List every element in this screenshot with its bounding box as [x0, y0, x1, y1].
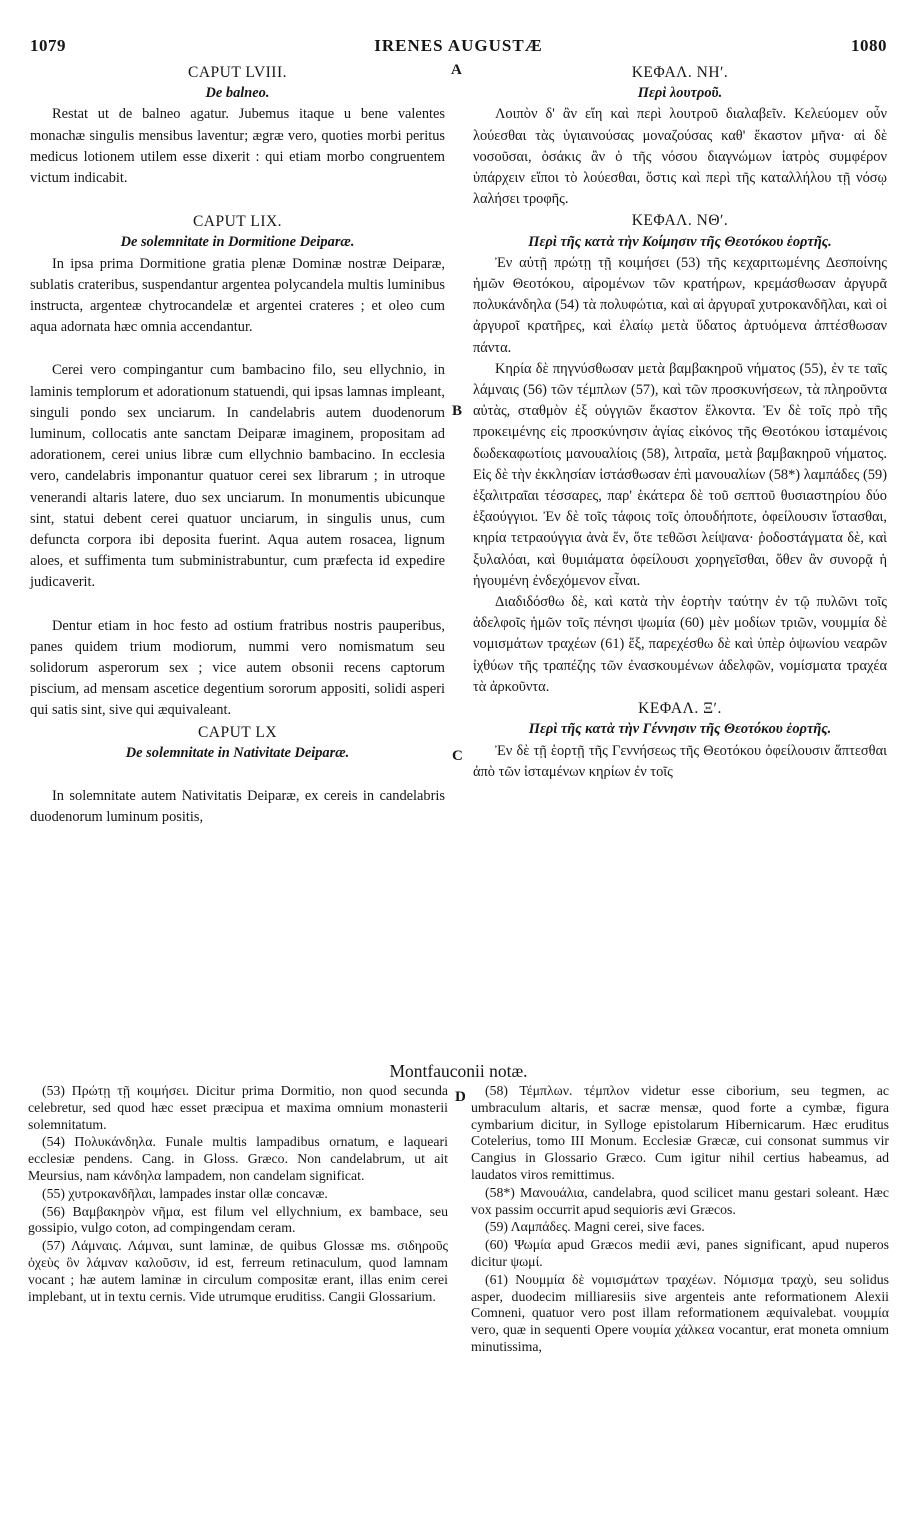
chapter-heading: ΚΕΦΑΛ. ΝΗʹ. [631, 64, 729, 81]
chapter-heading: ΚΕΦΑΛ. Ξʹ. [638, 700, 722, 718]
footnote: (56) Βαμβακηρὸν νῆμα, est filum vel ellychnium, ex bambace, seu gossipio, vulgo coton, ad compingendam ceram. [28, 1203, 448, 1236]
footnote: (55) χυτροκανδῆλαι, lampades instar ollæ concavæ. [42, 1185, 328, 1201]
margin-letter-c: C [452, 748, 463, 764]
latin-text-column [30, 62, 445, 829]
notes-column-right [471, 1083, 889, 1357]
chapter-subheading: Περὶ τῆς κατὰ τὴν Κοίμησιν τῆς Θεοτόκου ἑορτῆς. [528, 233, 832, 250]
spacer [30, 764, 445, 786]
spacer [30, 189, 445, 211]
greek-text-column [473, 62, 887, 783]
running-header [0, 36, 917, 60]
chapter-subheading: De solemnitate in Nativitate Deiparæ. [125, 744, 350, 761]
chapter-subheading: Περὶ τῆς κατὰ τὴν Γέννησιν τῆς Θεοτόκου ἑορτῆς. [528, 721, 832, 738]
chapter-heading: CAPUT LVIII. [187, 64, 287, 81]
paragraph: Ἐν αὐτῇ πρώτῃ τῇ κοιμήσει (53) τῆς κεχαριτωμένης Δεσποίνης ἡμῶν Θεοτόκου, αἱρομένων τῶν κρατήρων, κρεμάσθωσαν ἀργυρᾶ πολυκάνδηλα (54) τὰ πολυφώτια, καὶ αἱ ἀργυραῖ χυτροκανδῆλαι, καὶ οἱ ἀργυροῖ κρατῆρες, καὶ ἐλαίῳ μετὰ ὕδατος ἀρτυόμενα ἀπτέσθωσαν πάντα. [473, 254, 887, 356]
notes-heading: Montfauconii notæ. [389, 1061, 528, 1081]
spacer [30, 594, 445, 616]
paragraph: Ἐν δὲ τῇ ἑορτῇ τῆς Γεννήσεως τῆς Θεοτόκου ὀφείλουσιν ἅπτεσθαι ἀπὸ τῶν ἱσταμένων κηρίων ἐν τοῖς [473, 742, 887, 780]
margin-letter-a: A [451, 62, 462, 78]
page-number-left: 1079 [30, 36, 66, 55]
paragraph: Dentur etiam in hoc festo ad ostium fratribus nostris pauperibus, panes quidem trium modiorum, nummi vero nomismatum seu solidorum asperorum sex ; vice autem obsonii recens captorum piscium, ad mensam ascetice degentium sororum appositi, solidi asperi qui satis sint, sive qui æquivaleant. [30, 617, 445, 719]
paragraph: In solemnitate autem Nativitatis Deiparæ, ex cereis in candelabris duodenorum luminum positis, [30, 788, 445, 826]
footnote: (59) Λαμπάδες. Magni cerei, sive faces. [485, 1219, 705, 1235]
margin-letter-b: B [452, 403, 463, 419]
chapter-subheading: De solemnitate in Dormitione Deiparæ. [120, 234, 355, 251]
footnote: (58*) Μανουάλια, candelabra, quod scilicet manu gestari soleant. Hæc vox passim occurrit apud sequioris ævi Græcos. [471, 1184, 889, 1217]
paragraph: Λοιπὸν δ' ἂν εἴη καὶ περὶ λουτροῦ διαλαβεῖν. Κελεύομεν οὖν λούεσθαι τὰς ὑγιαινούσας μοναζούσας καθ' ἕκαστον μῆνα· αἱ δὲ νοσοῦσαι, ὁσάκις ἂν ὁ τῆς νόσου διαγνώμων ἰατρὸς συμφέρον ὑπάρχειν εἴποι τὸ λούεσθαι, ὅστις καὶ περὶ τῆς καταλλήλου τῇ νόσῳ λαλήσει τροφῆς. [473, 106, 887, 208]
chapter-subheading: De balneo. [205, 85, 270, 102]
chapter-heading: CAPUT LX [197, 723, 278, 741]
spacer [30, 338, 445, 360]
margin-letter-d: D [455, 1089, 466, 1105]
chapter-subheading: Περὶ λουτροῦ. [637, 85, 723, 102]
paragraph: Διαδιδόσθω δὲ, καὶ κατὰ τὴν ἑορτὴν ταύτην ἐν τῷ πυλῶνι τοῖς ἀδελφοῖς ἡμῶν τοῖς πένησι ψωμία (60) μὲν μοδίων τριῶν, νουμμία δὲ νομισμάτων τραχέων (61) ἕξ, παρεχέσθω δὲ καὶ ὑπὲρ ὀψωνίου νεαρῶν ἰχθύων τῆς τραπέζης τῶν ἐνασκουμένων ἀδελφῶν, νομίσματα τραχέα τὰ ἀρκοῦντα. [473, 594, 887, 695]
paragraph: Restat ut de balneo agatur. Jubemus itaque u bene valentes monachæ singulis mensibus laventur; ægræ vero, quoties morbi peritus medicus lotionem utilem esse dixerit : qui etiam morbo congruentem victum indicabit. [30, 106, 445, 187]
footnote: (61) Νουμμία δὲ νομισμάτων τραχέων. Νόμισμα τραχὺ, seu solidus asper, duodecim milliaresiis sive argenteis ante reformationem Alexii Comneni, quatuor vero post illam reformationem æquivalebat. νουμμία vero, quæ in sequenti Opere νουμία χάλκεα vocantur, erat moneta omnium minutissima, [471, 1271, 889, 1354]
footnote: (53) Πρώτῃ τῇ κοιμήσει. Dicitur prima Dormitio, non quod secunda celebretur, sed quod hæc esset præcipua et maxima omnium monasterii solemnitatum. [28, 1083, 448, 1132]
page-number-right: 1080 [851, 36, 887, 55]
running-title: IRENES AUGUSTÆ [374, 36, 543, 55]
footnote: (57) Λάμναις. Λάμναι, sunt laminæ, de quibus Glossæ ms. σιδηροῦς ὀχεὺς ὃν λάμναν καλοῦσιν, id est, ferreum retinaculum, quod lamnam vocant ; hæ autem laminæ in circulum compositæ erant, illas enim cerei implebant, ut in textu cernis. Vide utrumque eruditiss. Cangii Glossarium. [28, 1238, 448, 1304]
footnote: (60) Ψωμία apud Græcos medii ævi, panes significant, apud nuperos dicitur ψωμί. [471, 1237, 889, 1269]
paragraph: Cerei vero compingantur cum bambacino filo, seu ellychnio, in laminis templorum et adorationum statuendi, qui ipsas lamnas impleant, singuli pondo sex unciarum. In candelabris autem duodenorum luminum, collocatis ante sanctam Deiparæ imaginem, propositam ad adorationem, cerei unius libræ cum ellychnio bambacino. In ecclesia vero, candelabris imponantur quatuor cerei sex librarum ; in utroque venerandi altaris latere, duo sex unciarum. In monumentis ubicunque sint, statui debent cerei quatuor unciarum, in singulis unus, cum defuncta corpora ibi deposita fuerint. Aqua autem rosacea, lignum aloes, et suffimenta tum subministrabuntur, cum præfecta id expedire judicaverit. [30, 362, 445, 591]
footnote: (54) Πολυκάνδηλα. Funale multis lampadibus ornatum, e laqueari ecclesiæ pendens. Cang. in Gloss. Græco. Non candelabrum, ut ait Meursius, nam κάνδηλα lampadem, non candelam significat. [28, 1134, 448, 1183]
notes-column-left [28, 1083, 448, 1306]
footnote: (58) Τέμπλων. τέμπλον videtur esse ciborium, seu tegmen, ac umbraculum altaris, et sacræ mensæ, quod forte a cymbæ, figura cymbarium dicitur, in Sylloge epistolarum Hibernicarum. Hæc eruditus Cotelerius, tomo III Monum. Ecclesiæ Græcæ, cui consonat summus vir Cangius in Glossario Græco. Cum igitur nihil certius habeamus, ad laudatos viros remittimus. [471, 1083, 889, 1182]
paragraph: In ipsa prima Dormitione gratia plenæ Dominæ nostræ Deiparæ, sublatis crateribus, suspendantur argentea polycandela multis luminibus instructa, argenteæ chytrocandelæ et argentei crateres ; et oleo cum aqua adornata hæc omnia accendantur. [30, 255, 445, 336]
chapter-heading: CAPUT LIX. [192, 213, 283, 231]
paragraph: Κηρία δὲ πηγνύσθωσαν μετὰ βαμβακηροῦ νήματος (55), ἐν τε ταῖς λάμναις (56) τῶν τέμπλων (57), καὶ τῶν προσκυνήσεων, τὰ πληροῦντα αὐτὰς, σταθμὸν ἐξ οὐγγιῶν ἕκαστον ἕλκοντα. Ἐν δὲ τοῖς πρὸ τῆς προκειμένης εἰς προσκύνησιν ἁγίας εἰκόνος τῆς Θεοτόκου ἱσταμένοις δωδεκαφωτίοις μανουαλίοις (58), λιτραῖα, μετὰ βαμβακηροῦ νήματος. Εἰς δὲ τὴν ἐκκλησίαν ἱστάσθωσαν ἐπὶ μανουαλίων (58*) λαμπάδες (59) ἑξαλιτραῖαι τέσσαρες, παρ' ἑκάτερα δὲ τοῦ σεπτοῦ θυσιαστηρίου δύο ἑξαούγγιοι. Ἐν δὲ τοῖς τάφοις τοῖς ὁπουδήποτε, ὀφείλουσιν ἵστασθαι, κηρία τετραούγγια ἀνὰ ἕν, ὅτε τεθῶσι λείψανα· ῥοδοστάγματα δὲ, καὶ ξυλαλόαι, καὶ θυμιάματα ὀφείλουσι χορηγεῖσθαι, ὅθεν ἂν συνορᾷ ἡ ἡγουμένη ἐνδεχόμενον εἶναι. [473, 360, 887, 589]
chapter-heading: ΚΕΦΑΛ. ΝΘʹ. [631, 212, 729, 230]
